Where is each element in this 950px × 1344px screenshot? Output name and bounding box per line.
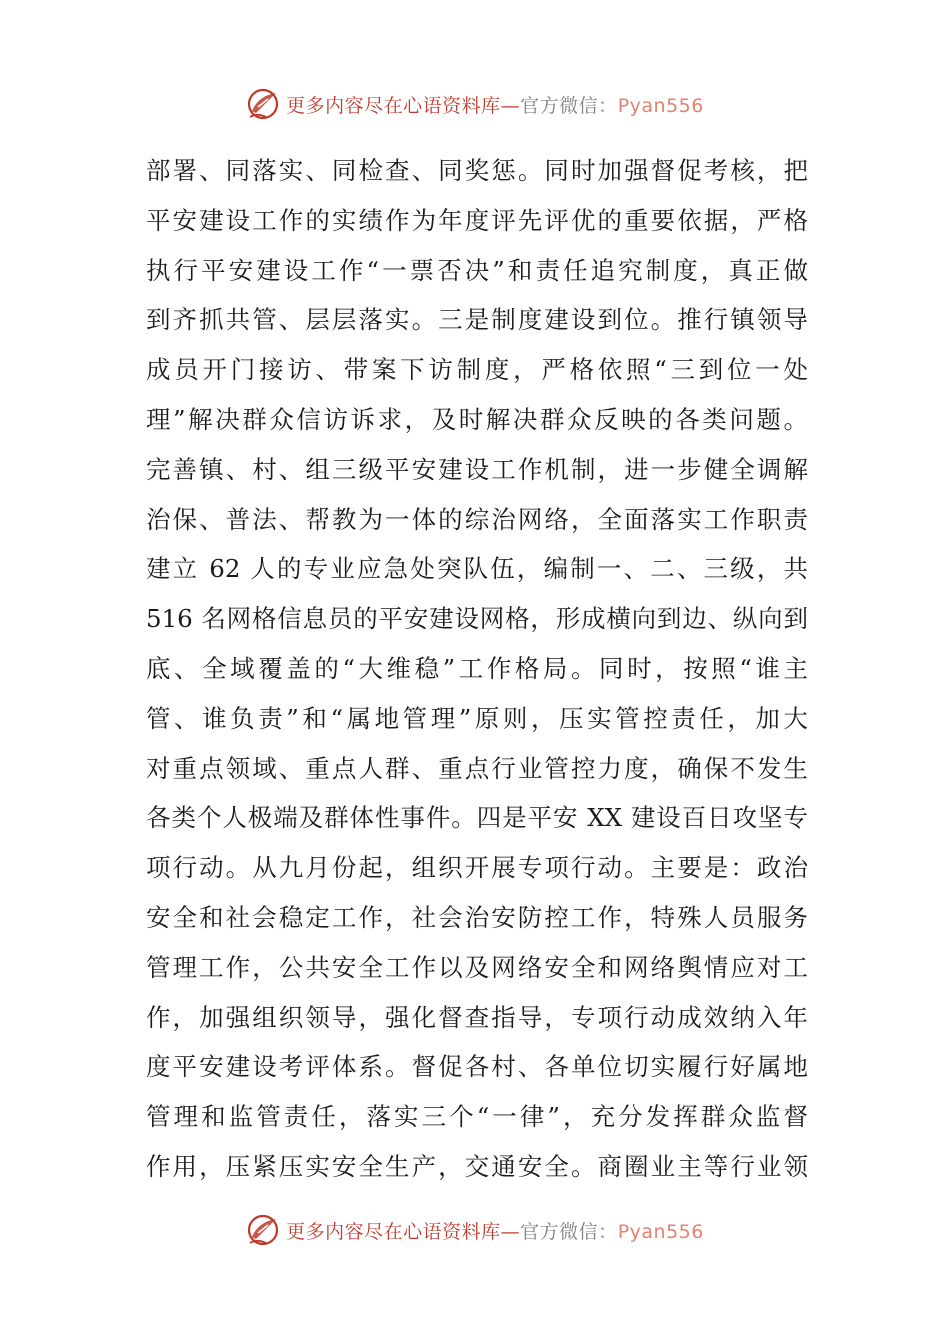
header-banner-text	[286, 91, 704, 118]
banner-dash: —	[500, 94, 521, 117]
text-line: 完善镇、村、组三级平安建设工作机制，进一步健全调解	[146, 454, 808, 484]
banner-dash: —	[500, 1220, 521, 1243]
pen-logo-icon	[246, 87, 280, 121]
banner-label: 官方微信：	[520, 94, 618, 117]
banner-main: 更多内容尽在心语资料库	[286, 1220, 501, 1243]
text-line: 安全和社会稳定工作，社会治安防控工作，特殊人员服务	[146, 902, 808, 932]
text-line: 作用，压紧压实安全生产，交通安全。商圈业主等行业领	[146, 1151, 808, 1181]
footer-banner-text	[286, 1217, 704, 1244]
text-line: 执行平安建设工作“一票否决”和责任追究制度，真正做	[146, 255, 808, 285]
text-line: 理”解决群众信访诉求，及时解决群众反映的各类问题。	[146, 404, 808, 434]
text-line: 治保、普法、帮教为一体的综治网络，全面落实工作职责	[146, 504, 808, 534]
text-line: 底、全域覆盖的“大维稳”工作格局。同时，按照“谁主	[146, 653, 808, 683]
text-line: 管理工作，公共安全工作以及网络安全和网络舆情应对工	[146, 952, 808, 982]
text-line: 平安建设工作的实绩作为年度评先评优的重要依据，严格	[146, 205, 808, 235]
text-line: 项行动。从九月份起，组织开展专项行动。主要是：政治	[146, 853, 808, 883]
text-line: 建立 62 人的专业应急处突队伍，编制一、二、三级，共	[146, 554, 808, 584]
text-line: 到齐抓共管、层层落实。三是制度建设到位。推行镇领导	[146, 305, 808, 335]
header-banner-content	[246, 87, 704, 121]
header-banner	[0, 84, 950, 124]
pen-logo-icon	[246, 1213, 280, 1247]
text-line: 对重点领域、重点人群、重点行业管控力度，确保不发生	[146, 753, 808, 783]
body-text	[146, 146, 808, 1192]
text-line: 管、谁负责”和“属地管理”原则，压实管控责任，加大	[146, 703, 808, 733]
text-line: 部署、同落实、同检查、同奖惩。同时加强督促考核，把	[146, 156, 808, 185]
text-line: 各类个人极端及群体性事件。四是平安 XX 建设百日攻坚专	[146, 803, 808, 833]
text-line: 516 名网格信息员的平安建设网格，形成横向到边、纵向到	[146, 604, 808, 634]
banner-id: Pyan556	[617, 94, 704, 117]
text-line: 作，加强组织领导，强化督查指导，专项行动成效纳入年	[146, 1002, 808, 1032]
text-line: 成员开门接访、带案下访制度，严格依照“三到位一处	[146, 355, 808, 385]
banner-label: 官方微信：	[520, 1220, 618, 1243]
footer-banner-content	[246, 1213, 704, 1247]
text-line: 度平安建设考评体系。督促各村、各单位切实履行好属地	[146, 1052, 808, 1082]
banner-main: 更多内容尽在心语资料库	[286, 94, 501, 117]
text-line: 管理和监管责任，落实三个“一律”，充分发挥群众监督	[146, 1102, 808, 1132]
banner-id: Pyan556	[617, 1220, 704, 1243]
footer-banner	[0, 1210, 950, 1250]
